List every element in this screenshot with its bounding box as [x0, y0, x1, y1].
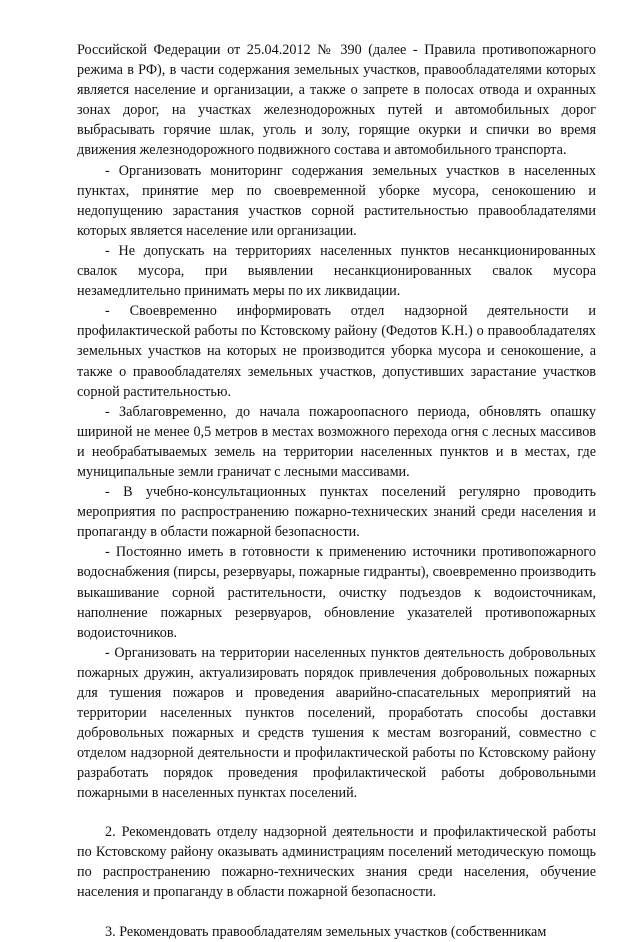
numbered-paragraph-3: 3. Рекомендовать правообладателям земельных участков (собственникам	[105, 923, 547, 940]
list-item-dumps: - Не допускать на территориях населенных пунктов несанкционированных свалок мусора, при выявлении несанкционированных свалок мусора незамедлительно принимать меры по их ликвидации.	[77, 242, 596, 300]
list-item-volunteer-brigades: - Организовать на территории населенных пунктов деятельность добровольных пожарных дружин, актуализировать порядок привлечения добровольных пожарных для тушения пожаров и проведения аварийно-спасательных мероприятий на территории населенных пунктов поселений, проработать способы доставки добровольных пожарных и средств тушения к местам возгораний, совместно с отделом надзорной деятельности и профилактической работы по Кстовскому району разработать порядок проведения профилактической работы добровольными пожарными в населенных пунктах поселений.	[77, 644, 596, 802]
paragraph-continuation: Российской Федерации от 25.04.2012 № 390 (далее - Правила противопожарного режима в РФ), в части содержания земельных участков, правообладателями которых является население и организации, а также о запрете в полосах отвода и охранных зонах дорог, на участках железнодорожных путей и автомобильных дорог выбрасывать горячие шлак, уголь и золу, горящие окурки и спички во время движения железнодорожного подвижного состава и автомобильного транспорта.	[77, 42, 596, 159]
list-item-water-supply: - Постоянно иметь в готовности к применению источники противопожарного водоснабжения (пирсы, резервуары, пожарные гидранты), своевременно производить выкашивание сорной растительности, очистку подъездов к водоисточникам, наполнение пожарных резервуаров, обновление указателей противопожарных водоисточников.	[77, 544, 596, 641]
numbered-paragraph-2: 2. Рекомендовать отделу надзорной деятельности и профилактической работы по Кстовскому району оказывать администрациям поселений методическую помощь по распространению пожарно-технических знания среди населения, обучение населения и пропаганду в области пожарной безопасности.	[77, 823, 596, 900]
list-item-consulting: - В учебно-консультационных пунктах поселений регулярно проводить мероприятия по распространению пожарно-технических знаний среди населения и пропаганду в области пожарной безопасности.	[77, 484, 596, 541]
paragraph-spacer	[77, 804, 596, 822]
list-item-plowing: - Заблаговременно, до начала пожароопасного периода, обновлять опашку шириной не менее 0,5 метров в местах возможного перехода огня с лесных массивов и необрабатываемых земель на территории населенных пунктов и в местах, где муниципальные земли граничат с лесными массивами.	[77, 403, 596, 480]
list-item-inform: - Своевременно информировать отдел надзорной деятельности и профилактической работы по Кстовскому району (Федотов К.Н.) о правообладателях земельных участков на которых не производится уборка мусора и сенокошение, а также о правообладателях земельных участков, допустивших зарастание участков сорной растительностью.	[77, 303, 596, 400]
list-item-monitoring: - Организовать мониторинг содержания земельных участков в населенных пунктах, принятие мер по своевременной уборке мусора, сенокошению и недопущению зарастания участков сорной растительностью правообладателями которых является население или организации.	[77, 162, 596, 239]
document-body	[77, 40, 596, 942]
